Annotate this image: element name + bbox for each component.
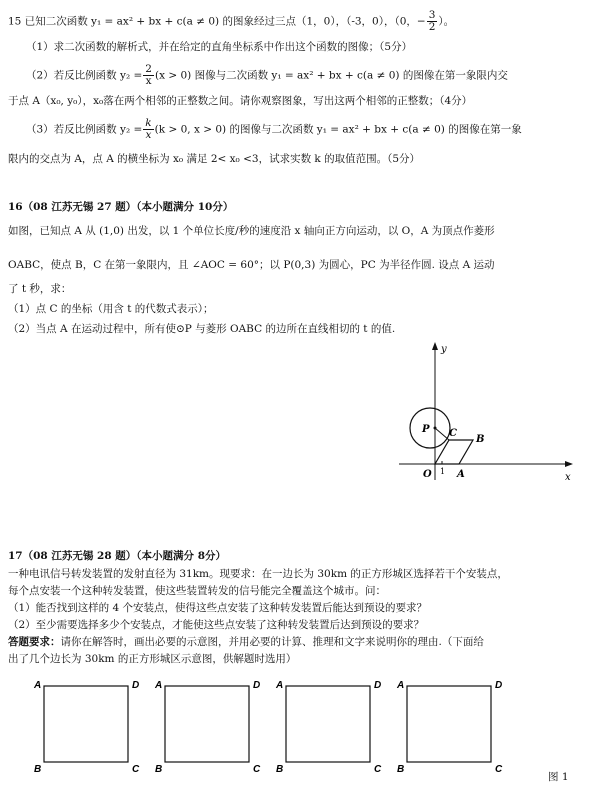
q15-part3-text-b: (k > 0, x > 0) 的图像与二次函数 y₁ = ax² + bx + c(a ≠ 0) 的图像在第一象 (154, 123, 522, 136)
square-3-label-c: C (374, 764, 382, 775)
point-b-label: B (476, 434, 485, 445)
square-1-label-b: B (34, 764, 42, 775)
q17-requirement (8, 635, 484, 649)
square-3-label-a: A (276, 680, 284, 691)
segment-pc (435, 428, 449, 440)
q15-part2-text-a: （2）若反比例函数 y₂ = (26, 69, 143, 82)
tick-one-label: 1 (440, 467, 446, 476)
q15-part2 (26, 64, 508, 87)
q17-line1: 一种电讯信号转发装置的发射直径为 31km。现要求：在一边长为 30km 的正方形城区选择若干个安装点， (8, 568, 508, 580)
rhombus-oabc (435, 440, 473, 464)
q15-part1: （1）求二次函数的解析式，并在给定的直角坐标系中作出这个函数的图像；（5分） (26, 41, 413, 53)
point-c-label: C (449, 428, 457, 439)
q17-req-label: 答题要求： (8, 636, 61, 648)
q15-part3-cont: 限内的交点为 A，点 A 的横坐标为 x₀ 满足 2< x₀ <3，试求实数 k 的取值范围。（5分） (8, 153, 421, 165)
y-axis-arrow (432, 342, 438, 350)
q15-part2-text-b: (x > 0) 图像与二次函数 y₁ = ax² + bx + c(a ≠ 0) 的图像在第一象限内交 (154, 69, 508, 82)
q15-intro-text: 15 已知二次函数 y₁ = ax² + bx + c(a ≠ 0) 的图象经过三点（1，0），（-3，0），（0，− (8, 15, 426, 28)
square-4-label-d: D (495, 680, 503, 691)
q17-requirement-cont: 出了几个边长为 30km 的正方形城区示意图，供解题时选用） (8, 653, 297, 665)
q15-part2-den: x (145, 75, 152, 87)
square-1-label-a: A (34, 680, 42, 691)
square-4-label-a: A (397, 680, 405, 691)
q16-part1: （1）点 C 的坐标（用含 t 的代数式表示）； (8, 303, 214, 315)
square-4-label-b: B (397, 764, 405, 775)
q16-line2: OABC，使点 B，C 在第一象限内，且 ∠AOC = 60°；以 P(0,3) 为圆心，PC 为半径作圆. 设点 A 运动 (8, 259, 495, 271)
q17-part2: （2）至少需要选择多少个安装点，才能使这些点安装了这种转发装置后达到预设的要求？ (8, 619, 425, 631)
square-diagram-4 (395, 676, 515, 776)
square-diagram-1 (32, 676, 152, 776)
square-1-label-c: C (132, 764, 140, 775)
q17-line2: 每个点安装一个这种转发装置，使这些装置转发的信号能完全覆盖这个城市。问： (8, 585, 386, 597)
q17-header: 17（08 江苏无锡 28 题）（本小题满分 8分） (8, 550, 227, 562)
q15-part3-num: k (145, 117, 152, 129)
point-p-label: P (422, 424, 430, 435)
q15-part3-text-a: （3）若反比例函数 y₂ = (26, 123, 143, 136)
x-axis-arrow (565, 461, 573, 467)
square-2-outline (165, 686, 249, 762)
q15-intro (8, 10, 454, 33)
q15-intro-end: ）。 (438, 15, 455, 28)
point-a-label: A (457, 469, 465, 480)
square-1-outline (44, 686, 128, 762)
square-2-label-d: D (253, 680, 261, 691)
q16-line3: 了 t 秒，求： (8, 283, 72, 295)
square-2-label-a: A (155, 680, 163, 691)
y-axis-label: y (441, 344, 447, 355)
q16-part2: （2）当点 A 在运动过程中，所有使⊙P 与菱形 OABC 的边所在直线相切的 t 的值. (8, 323, 396, 335)
q15-part3 (26, 118, 522, 141)
q15-part2-num: 2 (145, 63, 152, 75)
q15-part2-fraction (143, 64, 154, 87)
rhombus-circle-figure (395, 340, 580, 490)
q17-part1: （1）能否找到这样的 4 个安装点，使得这些点安装了这种转发装置后能达到预设的要求？ (8, 602, 428, 614)
square-2-label-b: B (155, 764, 163, 775)
q15-fraction (427, 10, 438, 33)
square-2-label-c: C (253, 764, 261, 775)
q15-part2-cont: 于点 A（x₀, y₀），x₀落在两个相邻的正整数之间。请你观察图象，写出这两个相邻的正整数；（4分） (8, 95, 473, 107)
q15-part3-fraction (143, 118, 153, 141)
figure-caption: 图 1 (548, 771, 569, 783)
q16-header: 16（08 江苏无锡 27 题）（本小题满分 10分） (8, 201, 234, 213)
square-3-label-b: B (276, 764, 284, 775)
x-axis-label: x (565, 472, 571, 483)
q15-frac-den: 2 (428, 21, 436, 33)
q17-req-text: 请你在解答时，画出必要的示意图，并用必要的计算、推理和文字来说明你的理由.（下面给 (60, 636, 484, 648)
q15-part3-den: x (145, 129, 152, 141)
circle-p (410, 408, 450, 448)
square-3-label-d: D (374, 680, 382, 691)
square-3-outline (286, 686, 370, 762)
square-4-label-c: C (495, 764, 503, 775)
square-diagram-3 (274, 676, 394, 776)
q15-frac-num: 3 (428, 9, 436, 21)
origin-label: O (423, 469, 432, 480)
q16-line1: 如图，已知点 A 从 (1,0) 出发，以 1 个单位长度/秒的速度沿 x 轴向正方向运动，以 O，A 为顶点作菱形 (8, 225, 495, 237)
square-diagram-2 (153, 676, 273, 776)
square-4-outline (407, 686, 491, 762)
square-1-label-d: D (132, 680, 140, 691)
